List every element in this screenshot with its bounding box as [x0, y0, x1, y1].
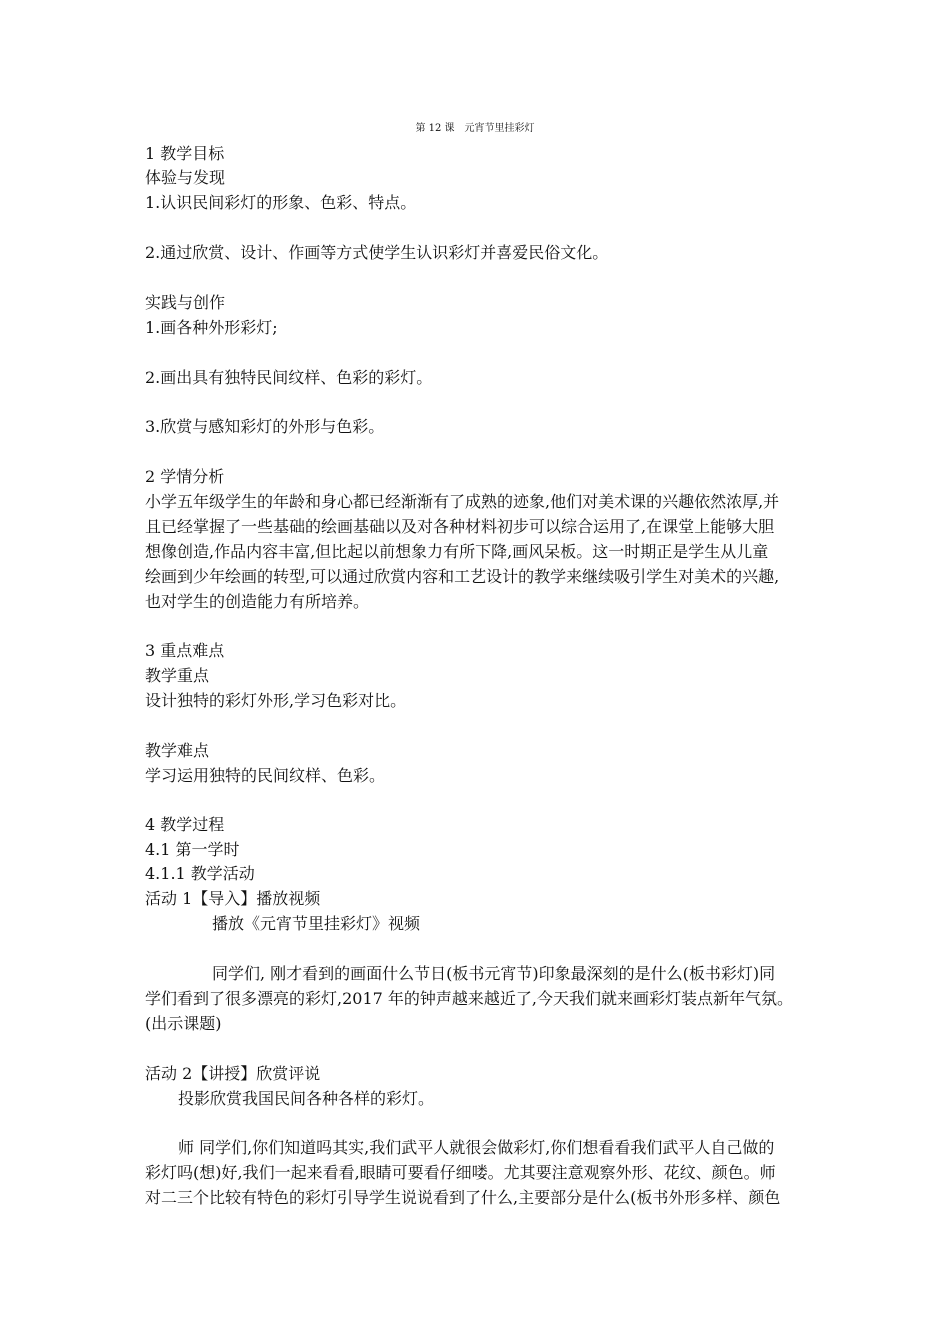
paragraph-line: 绘画到少年绘画的转型,可以通过欣赏内容和工艺设计的教学来继续吸引学生对美术的兴趣,: [145, 567, 780, 586]
subsection-heading: 4.1.1 教学活动: [145, 864, 255, 883]
subheading-key-point: 教学重点: [145, 666, 210, 685]
objective-item: 1.画各种外形彩灯;: [145, 318, 278, 337]
subsection-heading: 4.1 第一学时: [145, 840, 240, 859]
paragraph-line: 学们看到了很多漂亮的彩灯,2017 年的钟声越来越近了,今天我们就来画彩灯装点新年气氛。: [145, 989, 793, 1008]
subheading-difficulty: 教学难点: [145, 741, 210, 760]
activity-heading: 活动 2【讲授】欣赏评说: [145, 1064, 321, 1083]
activity-line: 投影欣赏我国民间各种各样的彩灯。: [178, 1089, 435, 1108]
section-heading-process: 4 教学过程: [145, 815, 225, 834]
section-heading-analysis: 2 学情分析: [145, 467, 225, 486]
paragraph-line: 对二三个比较有特色的彩灯引导学生说说看到了什么,主要部分是什么(板书外形多样、颜色: [145, 1188, 781, 1207]
paragraph-line: 小学五年级学生的年龄和身心都已经渐渐有了成熟的迹象,他们对美术课的兴趣依然浓厚,并: [145, 492, 780, 511]
subheading-practice: 实践与创作: [145, 293, 226, 312]
difficulty-text: 学习运用独特的民间纹样、色彩。: [145, 766, 386, 785]
key-point-text: 设计独特的彩灯外形,学习色彩对比。: [145, 691, 407, 710]
objective-item: 2.画出具有独特民间纹样、色彩的彩灯。: [145, 368, 433, 387]
paragraph-line: (出示课题): [145, 1014, 222, 1033]
paragraph-line: 也对学生的创造能力有所培养。: [145, 592, 370, 611]
subheading-experience: 体验与发现: [145, 168, 226, 187]
paragraph-line: 且已经掌握了一些基础的绘画基础以及对各种材料初步可以综合运用了,在课堂上能够大胆: [145, 517, 775, 536]
paragraph-line: 师 同学们,你们知道吗其实,我们武平人就很会做彩灯,你们想看看我们武平人自己做的: [178, 1138, 775, 1157]
section-heading-key-points: 3 重点难点: [145, 641, 225, 660]
page-title: 第 12 课 元宵节里挂彩灯: [415, 123, 535, 134]
section-heading-objectives: 1 教学目标: [145, 144, 225, 163]
objective-item: 2.通过欣赏、设计、作画等方式使学生认识彩灯并喜爱民俗文化。: [145, 243, 609, 262]
activity-line: 播放《元宵节里挂彩灯》视频: [212, 914, 421, 933]
objective-item: 1.认识民间彩灯的形象、色彩、特点。: [145, 193, 417, 212]
activity-heading: 活动 1【导入】播放视频: [145, 889, 321, 908]
paragraph-line: 彩灯吗(想)好,我们一起来看看,眼睛可要看仔细喽。尤其要注意观察外形、花纹、颜色。师: [145, 1163, 776, 1182]
paragraph-line: 想像创造,作品内容丰富,但比起以前想象力有所下降,画风呆板。这一时期正是学生从儿童: [145, 542, 769, 561]
objective-item: 3.欣赏与感知彩灯的外形与色彩。: [145, 417, 385, 436]
paragraph-line: 同学们, 刚才看到的画面什么节日(板书元宵节)印象最深刻的是什么(板书彩灯)同: [212, 964, 776, 983]
